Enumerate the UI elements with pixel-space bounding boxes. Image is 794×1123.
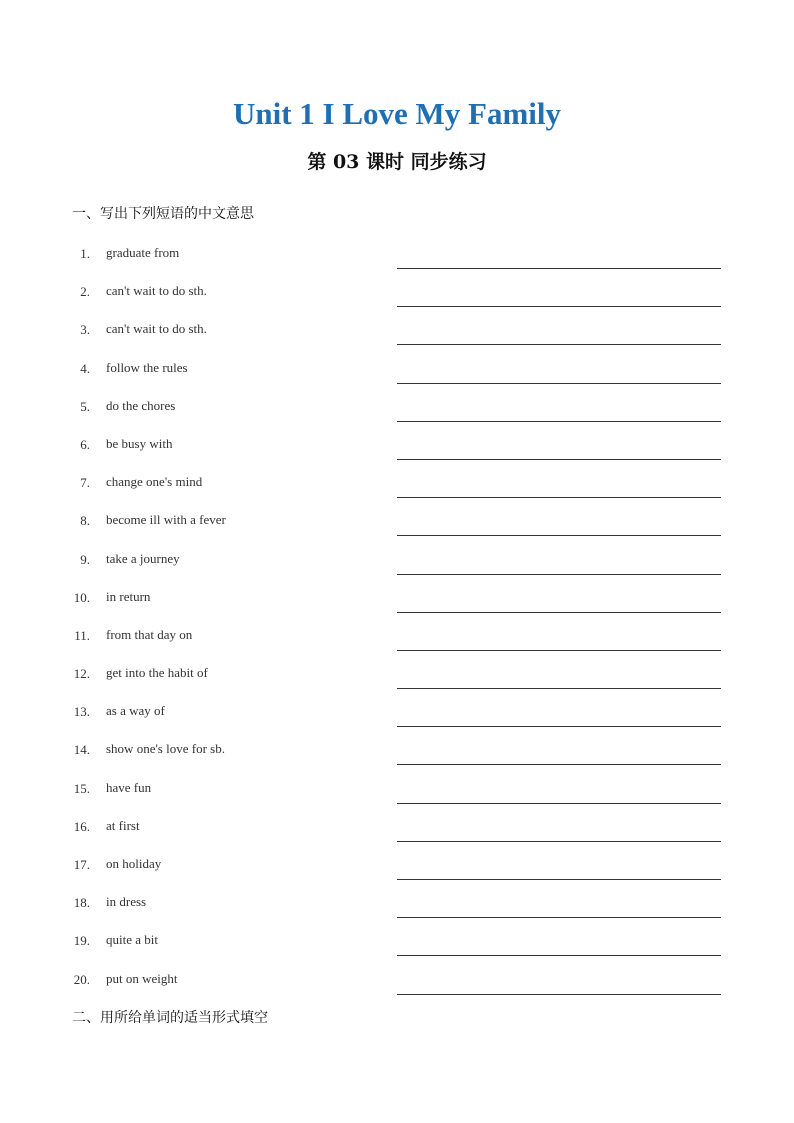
answer-line[interactable]: [397, 650, 721, 651]
answer-line[interactable]: [397, 841, 721, 842]
list-item: [0, 471, 794, 509]
item-phrase: change one's mind: [106, 474, 203, 490]
item-number: 5.: [80, 398, 90, 414]
answer-line[interactable]: [397, 879, 721, 880]
list-item: [0, 624, 794, 662]
item-number: 13.: [73, 704, 90, 720]
section-heading-translate: 一、写出下列短语的中文意思: [72, 206, 254, 222]
phrase-list: [0, 242, 794, 1006]
item-number: 11.: [74, 627, 90, 643]
item-number: 20.: [73, 971, 90, 987]
answer-line[interactable]: [397, 917, 721, 918]
list-item: [0, 357, 794, 395]
item-number: 4.: [80, 360, 90, 376]
answer-line[interactable]: [397, 459, 721, 460]
item-number: 18.: [73, 895, 90, 911]
list-item: [0, 815, 794, 853]
answer-line[interactable]: [397, 421, 721, 422]
list-item: [0, 700, 794, 738]
item-number: 9.: [80, 551, 90, 567]
item-phrase: become ill with a fever: [106, 512, 226, 528]
item-phrase: from that day on: [106, 626, 193, 642]
list-item: [0, 777, 794, 815]
item-phrase: do the chores: [106, 397, 176, 413]
list-item: [0, 853, 794, 891]
item-number: 19.: [73, 933, 90, 949]
answer-line[interactable]: [397, 535, 721, 536]
item-phrase: in return: [106, 588, 151, 604]
list-item: [0, 395, 794, 433]
list-item: [0, 242, 794, 280]
page-title: Unit 1 I Love My Family: [232, 96, 562, 131]
list-item: [0, 738, 794, 776]
item-number: 3.: [80, 322, 90, 338]
list-item: [0, 433, 794, 471]
list-item: [0, 280, 794, 318]
list-item: [0, 509, 794, 547]
answer-line[interactable]: [397, 764, 721, 765]
answer-line[interactable]: [397, 955, 721, 956]
item-phrase: can't wait to do sth.: [106, 283, 207, 299]
item-phrase: quite a bit: [106, 932, 158, 948]
answer-line[interactable]: [397, 726, 721, 727]
item-phrase: put on weight: [106, 970, 178, 986]
list-item: [0, 318, 794, 356]
list-item: [0, 968, 794, 1006]
item-phrase: as a way of: [106, 703, 165, 719]
answer-line[interactable]: [397, 612, 721, 613]
item-phrase: can't wait to do sth.: [106, 321, 207, 337]
page-subtitle: 第 03 课时 同步练习: [307, 151, 487, 173]
section-heading-fill-blank: 二、用所给单词的适当形式填空: [72, 1010, 268, 1026]
answer-line[interactable]: [397, 344, 721, 345]
answer-line[interactable]: [397, 803, 721, 804]
item-phrase: follow the rules: [106, 359, 188, 375]
item-number: 2.: [80, 284, 90, 300]
answer-line[interactable]: [397, 574, 721, 575]
item-phrase: at first: [106, 817, 140, 833]
list-item: [0, 929, 794, 967]
item-phrase: be busy with: [106, 435, 173, 451]
item-number: 12.: [73, 666, 90, 682]
answer-line[interactable]: [397, 688, 721, 689]
list-item: [0, 586, 794, 624]
list-item: [0, 662, 794, 700]
list-item: [0, 891, 794, 929]
item-number: 7.: [80, 475, 90, 491]
item-number: 15.: [73, 780, 90, 796]
item-phrase: take a journey: [106, 550, 180, 566]
item-number: 16.: [73, 818, 90, 834]
item-phrase: in dress: [106, 894, 147, 910]
item-phrase: have fun: [106, 779, 152, 795]
item-number: 8.: [80, 513, 90, 529]
item-number: 17.: [73, 857, 90, 872]
answer-line[interactable]: [397, 497, 721, 498]
answer-line[interactable]: [397, 268, 721, 269]
item-number: 1.: [80, 246, 90, 261]
item-phrase: on holiday: [106, 856, 162, 871]
item-number: 6.: [80, 436, 90, 452]
list-item: [0, 548, 794, 586]
item-number: 14.: [73, 742, 90, 758]
item-phrase: get into the habit of: [106, 665, 208, 681]
answer-line[interactable]: [397, 994, 721, 995]
answer-line[interactable]: [397, 383, 721, 384]
item-phrase: graduate from: [106, 245, 180, 260]
item-phrase: show one's love for sb.: [106, 741, 225, 757]
item-number: 10.: [73, 589, 90, 605]
answer-line[interactable]: [397, 306, 721, 307]
